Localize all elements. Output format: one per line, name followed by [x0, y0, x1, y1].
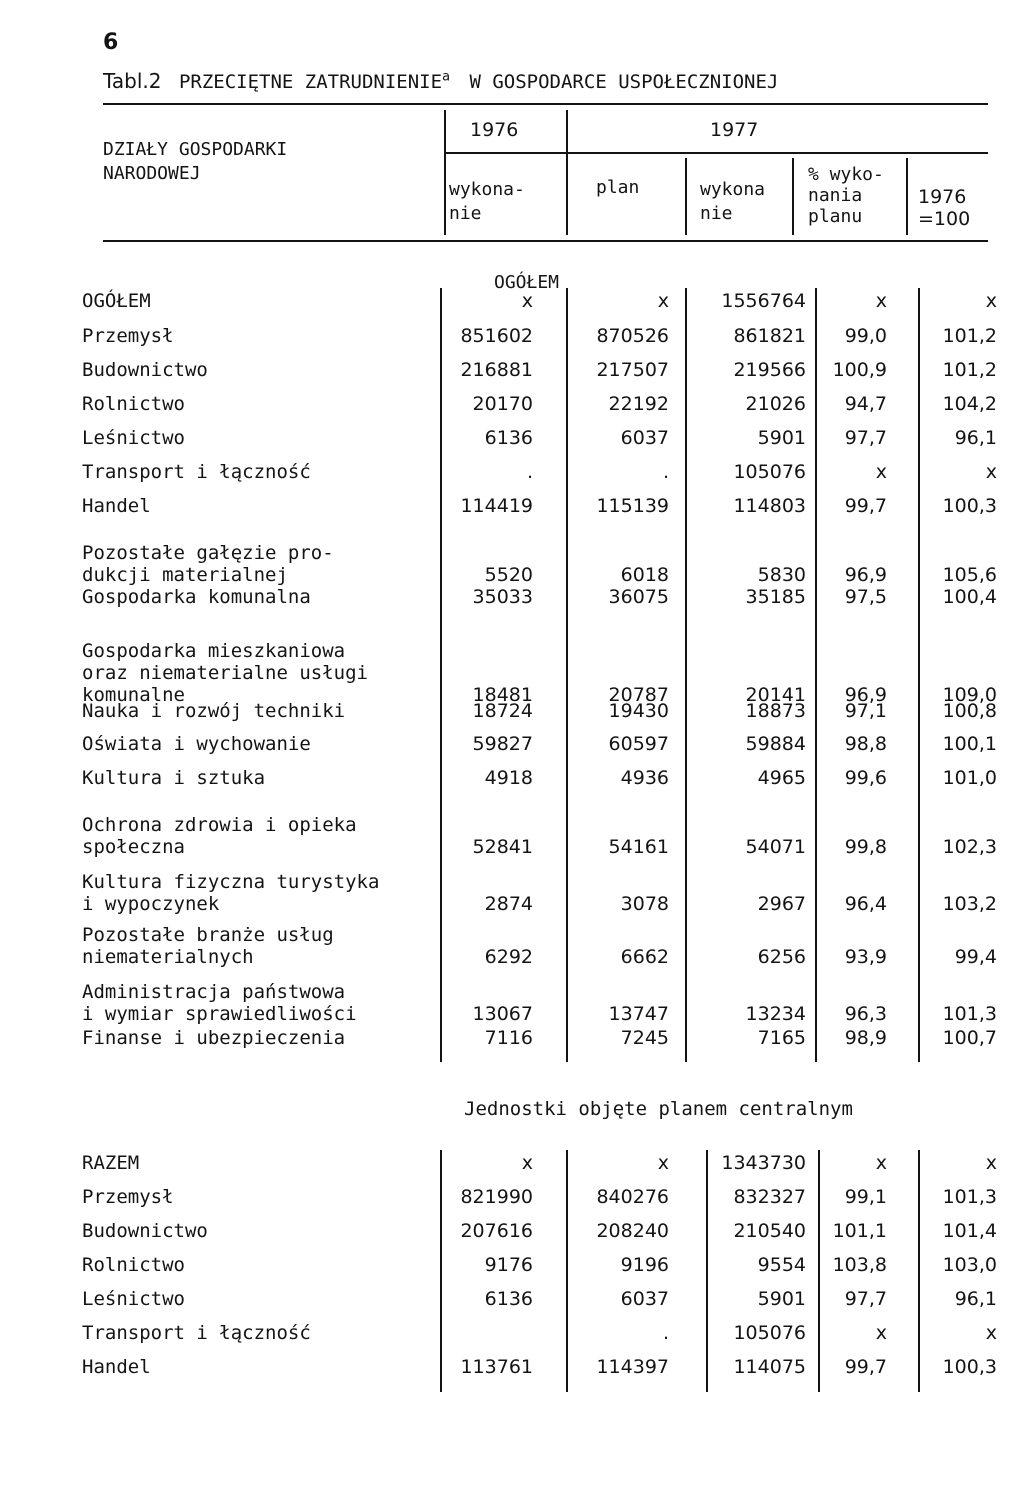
table-cell: 103,8: [832, 1254, 887, 1276]
table-cell: 1343730: [721, 1152, 806, 1174]
table-cell: 99,0: [844, 325, 887, 347]
table-cell: 94,7: [844, 393, 887, 415]
section2-column-rule: [918, 1150, 920, 1392]
table-cell: x: [875, 1322, 887, 1344]
table-cell: 20787: [608, 684, 669, 706]
section2-column-rule: [440, 1150, 442, 1392]
section1-column-rule: [815, 288, 817, 1062]
table-cell: 1556764: [721, 290, 806, 312]
table-cell: 216881: [460, 359, 533, 381]
row-label: Ochrona zdrowia i opieka społeczna: [82, 814, 357, 858]
table-title: [103, 69, 778, 93]
table-cell: 114803: [733, 495, 806, 517]
table-cell: 109,0: [942, 684, 997, 706]
table-cell: 59827: [472, 733, 533, 755]
table-cell: 18481: [472, 684, 533, 706]
table-cell: 97,7: [844, 1288, 887, 1310]
section2-column-rule: [566, 1150, 568, 1392]
header-col-index: 1976 =100: [918, 186, 971, 230]
header-bottom-rule: [103, 240, 988, 242]
table-cell: 5830: [757, 564, 806, 586]
section1-column-rule: [918, 288, 920, 1062]
table-cell: 105076: [733, 461, 806, 483]
row-label: Rolnictwo: [82, 1254, 185, 1276]
table-cell: 93,9: [844, 946, 887, 968]
table-cell: x: [875, 290, 887, 312]
header-vline-1: [444, 110, 446, 235]
row-label: Handel: [82, 1356, 151, 1378]
table-cell: 210540: [733, 1220, 806, 1242]
table-cell: 54071: [745, 836, 806, 858]
table-cell: 7165: [757, 1027, 806, 1049]
table-cell: 96,9: [844, 564, 887, 586]
table-cell: 13747: [608, 1003, 669, 1025]
table-cell: 102,3: [942, 836, 997, 858]
table-cell: x: [521, 290, 533, 312]
table-cell: 9176: [484, 1254, 533, 1276]
table-cell: 97,7: [844, 427, 887, 449]
row-label: OGÓŁEM: [82, 290, 151, 312]
header-col-pct-plan: % wyko- nania planu: [808, 164, 884, 227]
section1-column-rule: [685, 288, 687, 1062]
header-vline-5: [906, 158, 908, 235]
table-cell: 861821: [733, 325, 806, 347]
page-number: 6: [103, 30, 119, 55]
table-cell: 6136: [484, 1288, 533, 1310]
table-cell: 52841: [472, 836, 533, 858]
title-superscript: a: [442, 69, 451, 85]
table-cell: 96,1: [954, 1288, 997, 1310]
table-cell: 35033: [472, 586, 533, 608]
table-cell: 101,0: [942, 767, 997, 789]
table-cell: 9554: [757, 1254, 806, 1276]
table-cell: 60597: [608, 733, 669, 755]
table-cell: 100,3: [942, 1356, 997, 1378]
table-cell: 219566: [733, 359, 806, 381]
table-cell: 5520: [484, 564, 533, 586]
table-cell: 13234: [745, 1003, 806, 1025]
table-cell: 101,4: [942, 1220, 997, 1242]
header-mid-rule: [444, 152, 988, 154]
table-cell: 207616: [460, 1220, 533, 1242]
table-cell: 5901: [757, 427, 806, 449]
table-cell: 101,3: [942, 1003, 997, 1025]
row-label: Finanse i ubezpieczenia: [82, 1027, 346, 1049]
table-cell: 100,8: [942, 700, 997, 722]
table-cell: 101,2: [942, 325, 997, 347]
row-label: Oświata i wychowanie: [82, 733, 311, 755]
table-cell: 99,4: [954, 946, 997, 968]
table-cell: 100,3: [942, 495, 997, 517]
table-cell: 19430: [608, 700, 669, 722]
table-cell: 114419: [460, 495, 533, 517]
table-cell: x: [657, 290, 669, 312]
row-label: Pozostałe gałęzie pro- dukcji materialnej: [82, 542, 334, 586]
table-cell: 101,2: [942, 359, 997, 381]
row-label: Budownictwo: [82, 1220, 208, 1242]
header-vline-2: [566, 110, 568, 235]
table-cell: 97,1: [844, 700, 887, 722]
row-label: Leśnictwo: [82, 1288, 185, 1310]
table-cell: 208240: [596, 1220, 669, 1242]
table-cell: x: [521, 1152, 533, 1174]
table-cell: 13067: [472, 1003, 533, 1025]
table-cell: 96,1: [954, 427, 997, 449]
table-cell: x: [985, 290, 997, 312]
row-label: Gospodarka komunalna: [82, 586, 311, 608]
table-cell: 103,0: [942, 1254, 997, 1276]
table-cell: 20141: [745, 684, 806, 706]
table-cell: 99,1: [844, 1186, 887, 1208]
row-label: Przemysł: [82, 325, 174, 347]
header-year-1976: 1976: [470, 119, 519, 141]
table-cell: 20170: [472, 393, 533, 415]
table-cell: 98,9: [844, 1027, 887, 1049]
table-cell: 100,7: [942, 1027, 997, 1049]
table-cell: 840276: [596, 1186, 669, 1208]
table-cell: 101,3: [942, 1186, 997, 1208]
row-label: Budownictwo: [82, 359, 208, 381]
section1-column-rule: [440, 288, 442, 1062]
header-year-1977: 1977: [710, 119, 759, 141]
table-cell: 103,2: [942, 893, 997, 915]
table-cell: .: [662, 461, 669, 483]
table-cell: x: [875, 1152, 887, 1174]
row-label: Przemysł: [82, 1186, 174, 1208]
table-cell: 18873: [745, 700, 806, 722]
table-cell: 22192: [608, 393, 669, 415]
section-ogolem-label: OGÓŁEM: [494, 272, 560, 293]
row-label: Administracja państwowa i wymiar sprawiedliwości: [82, 981, 357, 1025]
table-cell: 6136: [484, 427, 533, 449]
header-top-rule: [103, 103, 988, 105]
row-label: Rolnictwo: [82, 393, 185, 415]
table-cell: x: [657, 1152, 669, 1174]
table-cell: 114075: [733, 1356, 806, 1378]
table-cell: 99,7: [844, 495, 887, 517]
section2-column-rule: [706, 1150, 708, 1392]
table-cell: 100,1: [942, 733, 997, 755]
table-cell: 217507: [596, 359, 669, 381]
table-cell: 7245: [620, 1027, 669, 1049]
title-suffix: W GOSPODARCE USPOŁECZNIONEJ: [469, 71, 779, 93]
table-cell: 21026: [745, 393, 806, 415]
table-cell: .: [662, 1322, 669, 1344]
row-label: Nauka i rozwój techniki: [82, 700, 346, 722]
table-cell: 98,8: [844, 733, 887, 755]
table-cell: 99,6: [844, 767, 887, 789]
header-sector-label: DZIAŁY GOSPODARKI NARODOWEJ: [103, 139, 288, 184]
table-cell: 2874: [484, 893, 533, 915]
table-cell: 4965: [757, 767, 806, 789]
table-cell: 96,4: [844, 893, 887, 915]
table-cell: 6292: [484, 946, 533, 968]
table-cell: 851602: [460, 325, 533, 347]
table-cell: x: [985, 1322, 997, 1344]
table-cell: 3078: [620, 893, 669, 915]
header-col-1977-wykonanie: wykona nie: [700, 179, 766, 224]
table-cell: 5901: [757, 1288, 806, 1310]
header-col-1976-wykonanie: wykona- nie: [449, 179, 525, 224]
table-cell: 105,6: [942, 564, 997, 586]
table-cell: 113761: [460, 1356, 533, 1378]
table-cell: 99,7: [844, 1356, 887, 1378]
header-col-plan: plan: [596, 177, 640, 198]
table-cell: 9196: [620, 1254, 669, 1276]
row-label: RAZEM: [82, 1152, 140, 1174]
row-label: Leśnictwo: [82, 427, 185, 449]
header-vline-3: [685, 158, 687, 235]
table-cell: 36075: [608, 586, 669, 608]
table-cell: 35185: [745, 586, 806, 608]
table-cell: x: [985, 1152, 997, 1174]
table-cell: 870526: [596, 325, 669, 347]
table-cell: 101,1: [832, 1220, 887, 1242]
table-cell: 105076: [733, 1322, 806, 1344]
row-label: Kultura i sztuka: [82, 767, 266, 789]
table-cell: 97,5: [844, 586, 887, 608]
table-cell: 115139: [596, 495, 669, 517]
table-cell: 6018: [620, 564, 669, 586]
table-cell: x: [985, 461, 997, 483]
table-cell: 54161: [608, 836, 669, 858]
table-cell: 114397: [596, 1356, 669, 1378]
table-cell: 99,8: [844, 836, 887, 858]
table-cell: 100,9: [832, 359, 887, 381]
row-label: Handel: [82, 495, 151, 517]
table-cell: 4918: [484, 767, 533, 789]
table-cell: 821990: [460, 1186, 533, 1208]
header-vline-4: [792, 158, 794, 235]
table-cell: 832327: [733, 1186, 806, 1208]
table-cell: .: [526, 461, 533, 483]
table-cell: 6037: [620, 427, 669, 449]
table-cell: 96,9: [844, 684, 887, 706]
table-cell: x: [875, 461, 887, 483]
table-cell: 18724: [472, 700, 533, 722]
table-cell: 6662: [620, 946, 669, 968]
table-cell: 4936: [620, 767, 669, 789]
row-label: Pozostałe branże usług niematerialnych: [82, 924, 334, 968]
row-label: Transport i łączność: [82, 461, 311, 483]
row-label: Transport i łączność: [82, 1322, 311, 1344]
row-label: Gospodarka mieszkaniowa oraz niematerialne usługi komunalne: [82, 640, 368, 706]
title-text: PRZECIĘTNE ZATRUDNIENIE: [178, 71, 443, 93]
table-cell: 6256: [757, 946, 806, 968]
table-cell: 96,3: [844, 1003, 887, 1025]
table-cell: 59884: [745, 733, 806, 755]
table-cell: 6037: [620, 1288, 669, 1310]
table-cell: 2967: [757, 893, 806, 915]
table-cell: 7116: [484, 1027, 533, 1049]
section-central-plan-label: Jednostki objęte planem centralnym: [464, 1098, 853, 1120]
row-label: Kultura fizyczna turystyka i wypoczynek: [82, 871, 380, 915]
section2-column-rule: [818, 1150, 820, 1392]
table-cell: 100,4: [942, 586, 997, 608]
table-cell: 104,2: [942, 393, 997, 415]
table-number: Tabl.2: [103, 69, 162, 93]
section1-column-rule: [566, 288, 568, 1062]
